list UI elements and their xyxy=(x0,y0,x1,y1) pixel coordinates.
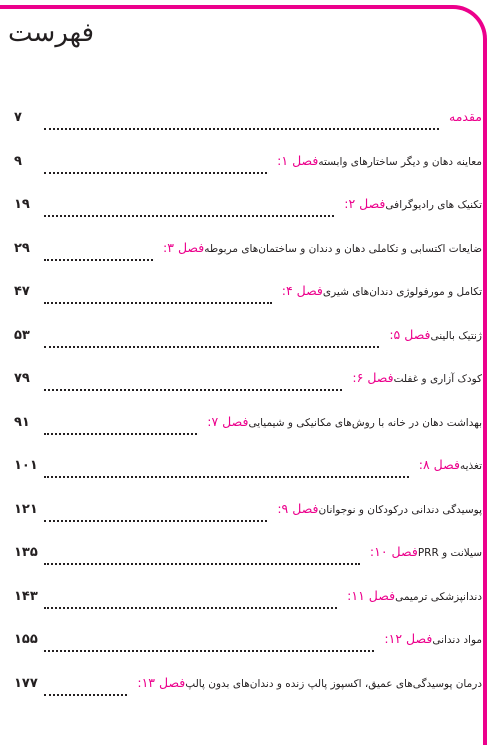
toc-row[interactable] xyxy=(14,668,482,712)
chapter-title: تکنیک های رادیوگرافی xyxy=(385,199,482,211)
toc-entry xyxy=(413,450,482,472)
chapter-title: سیلانت و PRR xyxy=(417,547,482,559)
dot-leader xyxy=(44,158,267,174)
chapter-label: فصل ۸: xyxy=(418,457,460,472)
page-number: ۱۰۱ xyxy=(14,458,38,473)
table-of-contents xyxy=(14,102,482,711)
chapter-label: فصل ۱۳: xyxy=(137,674,186,690)
dot-leader xyxy=(44,636,374,652)
toc-row[interactable] xyxy=(14,494,482,538)
dot-leader xyxy=(44,680,127,696)
toc-entry xyxy=(271,494,482,516)
chapter-title: تکامل و مورفولوژی دندان‌های شیری xyxy=(322,286,482,298)
chapter-label: فصل ۵: xyxy=(389,326,431,342)
page-number: ۱۵۵ xyxy=(14,632,38,647)
page-number: ۹۱ xyxy=(14,414,30,430)
page-number: ۱۳۵ xyxy=(14,545,38,560)
dot-leader xyxy=(44,375,342,391)
page-number: ۷۹ xyxy=(14,371,30,386)
toc-row[interactable] xyxy=(14,320,482,364)
dot-leader xyxy=(44,201,334,217)
toc-entry xyxy=(378,624,482,646)
chapter-title: پوسیدگی دندانی درکودکان و نوجوانان xyxy=(318,503,482,516)
page-title: فهرست xyxy=(8,18,95,48)
page-number: ۲۹ xyxy=(14,240,30,256)
dot-leader xyxy=(44,419,197,435)
toc-entry xyxy=(271,146,482,168)
chapter-title: مواد دندانی xyxy=(432,634,482,646)
chapter-title: تغذیه xyxy=(459,460,482,472)
chapter-label: فصل ۴: xyxy=(281,283,323,298)
toc-row[interactable] xyxy=(14,363,482,407)
page-number: ۱۴۳ xyxy=(14,588,38,604)
toc-row[interactable] xyxy=(14,189,482,233)
page-number: ۱۲۱ xyxy=(14,501,38,517)
toc-row[interactable] xyxy=(14,624,482,668)
chapter-title: کودک آزاری و غفلت xyxy=(393,373,482,385)
dot-leader xyxy=(44,593,337,609)
dot-leader xyxy=(44,245,153,261)
toc-entry xyxy=(443,102,482,124)
page-number: ۹ xyxy=(14,153,22,169)
toc-entry xyxy=(201,407,482,429)
toc-row[interactable] xyxy=(14,537,482,581)
toc-row[interactable] xyxy=(14,581,482,625)
chapter-label: فصل ۱۰: xyxy=(369,544,418,559)
chapter-title: ضایعات اکتسابی و تکاملی دهان و دندان و ساختمان‌های مربوطه xyxy=(204,242,482,255)
page-number: ۵۳ xyxy=(14,327,30,343)
toc-row[interactable] xyxy=(14,146,482,190)
chapter-label: فصل ۱۲: xyxy=(384,631,433,646)
dot-leader xyxy=(44,288,272,304)
toc-row[interactable] xyxy=(14,407,482,451)
toc-row[interactable] xyxy=(14,276,482,320)
chapter-title: درمان پوسیدگی‌های عمیق، اکسپوز پالپ زنده و دندان‌های بدون پالپ xyxy=(185,677,482,690)
page-number: ۷ xyxy=(14,110,22,125)
chapter-title: ژنتیک بالینی xyxy=(430,329,482,342)
toc-entry xyxy=(157,233,482,255)
title-container xyxy=(8,18,94,48)
dot-leader xyxy=(44,549,360,565)
chapter-label: فصل ۲: xyxy=(344,196,386,211)
chapter-label: فصل ۶: xyxy=(352,370,394,385)
dot-leader xyxy=(44,506,267,522)
toc-entry xyxy=(131,668,482,690)
chapter-label: فصل ۹: xyxy=(277,500,319,516)
toc-row[interactable] xyxy=(14,102,482,146)
page-number: ۱۷۷ xyxy=(14,675,38,691)
toc-entry xyxy=(383,320,482,342)
chapter-label: مقدمه xyxy=(449,109,482,124)
chapter-label: فصل ۷: xyxy=(207,413,249,429)
dot-leader xyxy=(44,332,379,348)
chapter-title: دندانپزشکی ترمیمی xyxy=(395,590,482,603)
toc-entry xyxy=(364,537,482,559)
page-number: ۴۷ xyxy=(14,284,30,299)
dot-leader xyxy=(44,114,439,130)
toc-entry xyxy=(338,189,482,211)
chapter-label: فصل ۱: xyxy=(277,152,319,168)
toc-entry xyxy=(341,581,482,603)
dot-leader xyxy=(44,462,409,478)
toc-entry xyxy=(276,276,482,298)
chapter-label: فصل ۳: xyxy=(163,239,205,255)
chapter-title: معاینه دهان و دیگر ساختارهای وابسته xyxy=(318,155,482,168)
page-number: ۱۹ xyxy=(14,197,30,212)
chapter-label: فصل ۱۱: xyxy=(347,587,396,603)
chapter-title: بهداشت دهان در خانه با روش‌های مکانیکی و شیمیایی xyxy=(248,416,482,429)
toc-row[interactable] xyxy=(14,233,482,277)
toc-row[interactable] xyxy=(14,450,482,494)
toc-entry xyxy=(346,363,482,385)
